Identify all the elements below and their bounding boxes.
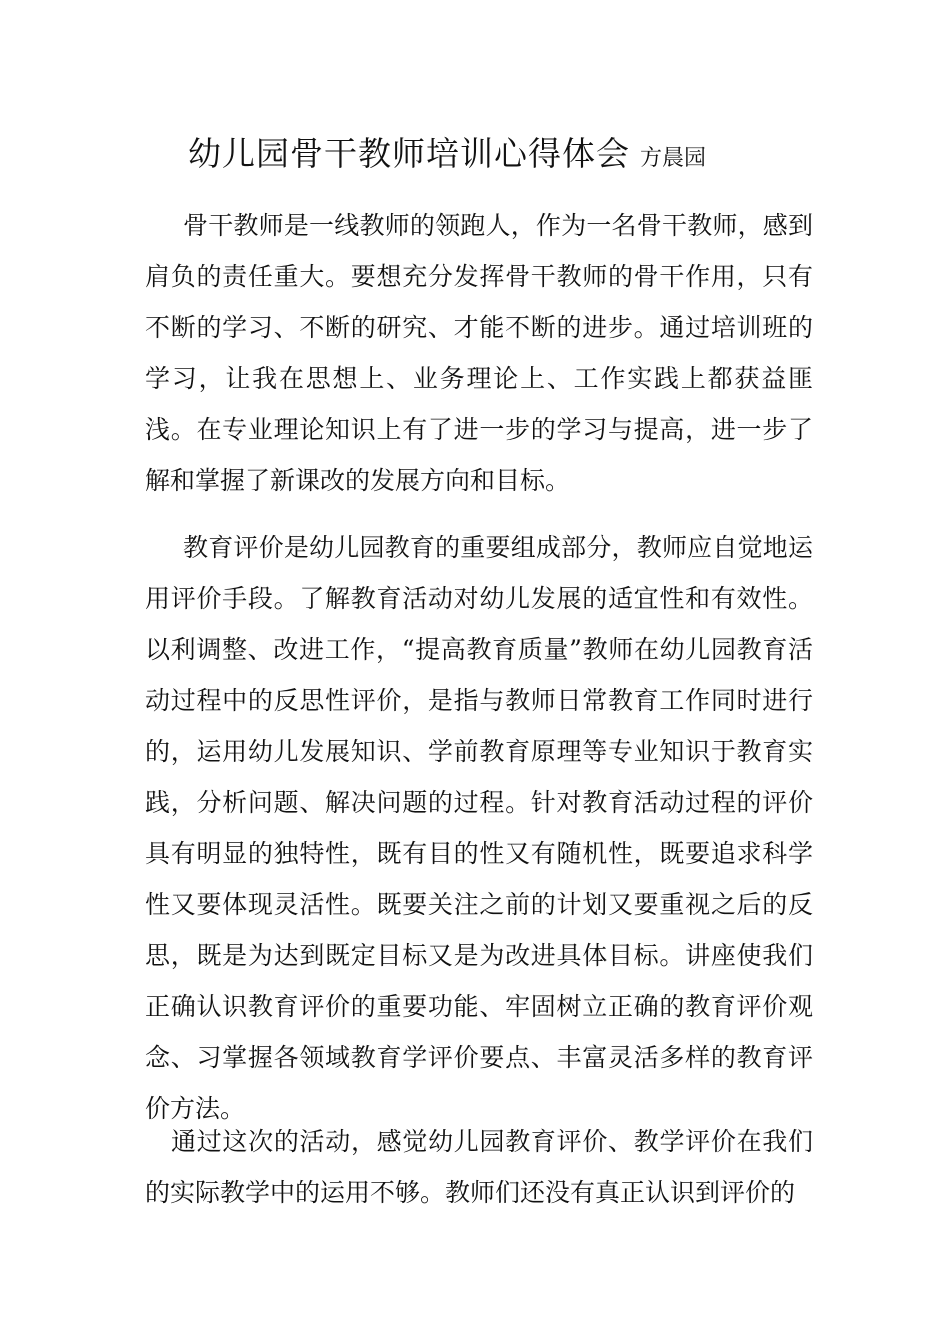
paragraph-1: 骨干教师是一线教师的领跑人，作为一名骨干教师，感到肩负的责任重大。要想充分发挥骨干教师的骨干作用，只有不断的学习、不断的研究、才能不断的进步。通过培训班的学习，让我在思想上、业务理论上、工作实践上都获益匪浅。在专业理论知识上有了进一步的学习与提高，进一步了解和掌握了新课改的发展方向和目标。: [145, 211, 813, 495]
paragraph-2: 教育评价是幼儿园教育的重要组成部分，教师应自觉地运用评价手段。了解教育活动对幼儿发展的适宜性和有效性。以利调整、改进工作，“提高教育质量”教师在幼儿园教育活动过程中的反思性评价，是指与教师日常教育工作同时进行的，运用幼儿发展知识、学前教育原理等专业知识于教育实践，分析问题、解决问题的过程。针对教育活动过程的评价具有明显的独特性，既有目的性又有随机性，既要追求科学性又要体现灵活性。既要关注之前的计划又要重视之后的反思，既是为达到既定目标又是为改进具体目标。讲座使我们正确认识教育评价的重要功能、牢固树立正确的教育评价观念、习掌握各领域教育学评价要点、丰富灵活多样的教育评价方法。: [145, 533, 813, 1123]
title-line: [188, 128, 706, 175]
document-title: 幼儿园骨干教师培训心得体会: [188, 134, 630, 173]
paragraph-3: 通过这次的活动，感觉幼儿园教育评价、教学评价在我们的实际教学中的运用不够。教师们还没有真正认识到评价的: [145, 1127, 813, 1207]
document-author: 方晨园: [640, 146, 707, 171]
